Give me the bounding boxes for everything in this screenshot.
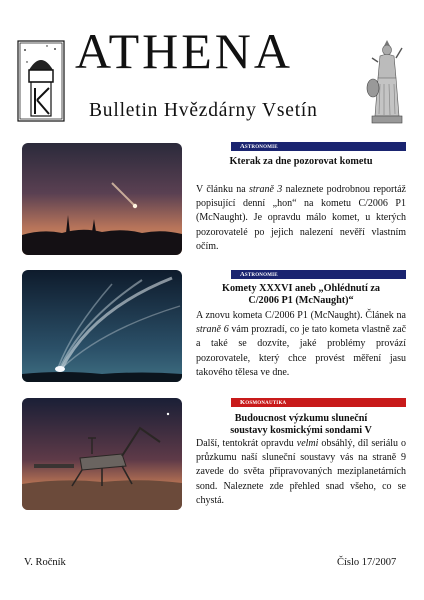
publication-subtitle: Bulletin Hvězdárny Vsetín [89,100,318,121]
page-reference: straně 3 [249,184,283,195]
article-text-start: Další, tentokrát opravdu [196,438,297,449]
category-tag-kosmonautika [231,398,406,407]
article-title [196,413,406,437]
article-title-line: Komety XXXVI aneb „Ohlédnutí za [222,283,380,294]
category-tag-label: Astronomie [240,271,278,278]
article-text-end: vám prozradí, co je tato kometa vlastně zač a také se dozvíte, jaké problémy provází pozorovatele, který chce provést měření jasu takového tělesa ve dne. [196,324,407,378]
category-tag-label: Kosmonautika [240,399,287,406]
article-text [196,437,406,508]
observatory-logo [17,40,65,122]
article-title-line: soustavy kosmickými sondami V [230,425,372,436]
comet-sunset-photo [22,143,182,255]
athena-statue-image [366,38,408,126]
article-text [196,183,406,254]
article-text-end: naleznete podrobnou reportáž popisující denní „hon“ na kometu C/2006 P1 (McNaught). Je opravdu málo komet, u kterých pozorovatelé po jejich nalezení nevěří vlastním očím. [196,184,406,252]
article-text-end: obsáhlý, díl seriálu o průzkumu naší sluneční soustavy vás na straně 9 zavede do světa připravovaných meziplanetárních sond. Naleznete zde přehled snad všeho, co se chystá. [196,438,406,506]
publication-title: ATHENA [75,23,293,79]
page-reference: straně 6 [196,324,229,336]
article-title-line: Budoucnost výzkumu sluneční [234,413,368,424]
comet-tail-photo [22,270,182,382]
category-tag-label: Astronomie [240,143,278,150]
emphasis: velmi [296,438,319,449]
volume-label: V. Ročník [24,557,66,568]
article-title [196,156,406,168]
category-tag-astronomie-2 [231,270,406,279]
article-title [196,283,406,307]
article-text-start: A znovu kometa C/2006 P1 (McNaught). Článek na [196,310,406,321]
space-lander-photo [22,398,182,510]
article-title-line: Kterak za dne pozorovat kometu [229,156,373,167]
article-text-start: V článku na [196,184,249,195]
article-title-line: C/2006 P1 (McNaught)“ [248,295,354,306]
issue-number: Číslo 17/2007 [337,557,397,568]
article-text [196,309,406,380]
category-tag-astronomie-1 [231,142,406,151]
